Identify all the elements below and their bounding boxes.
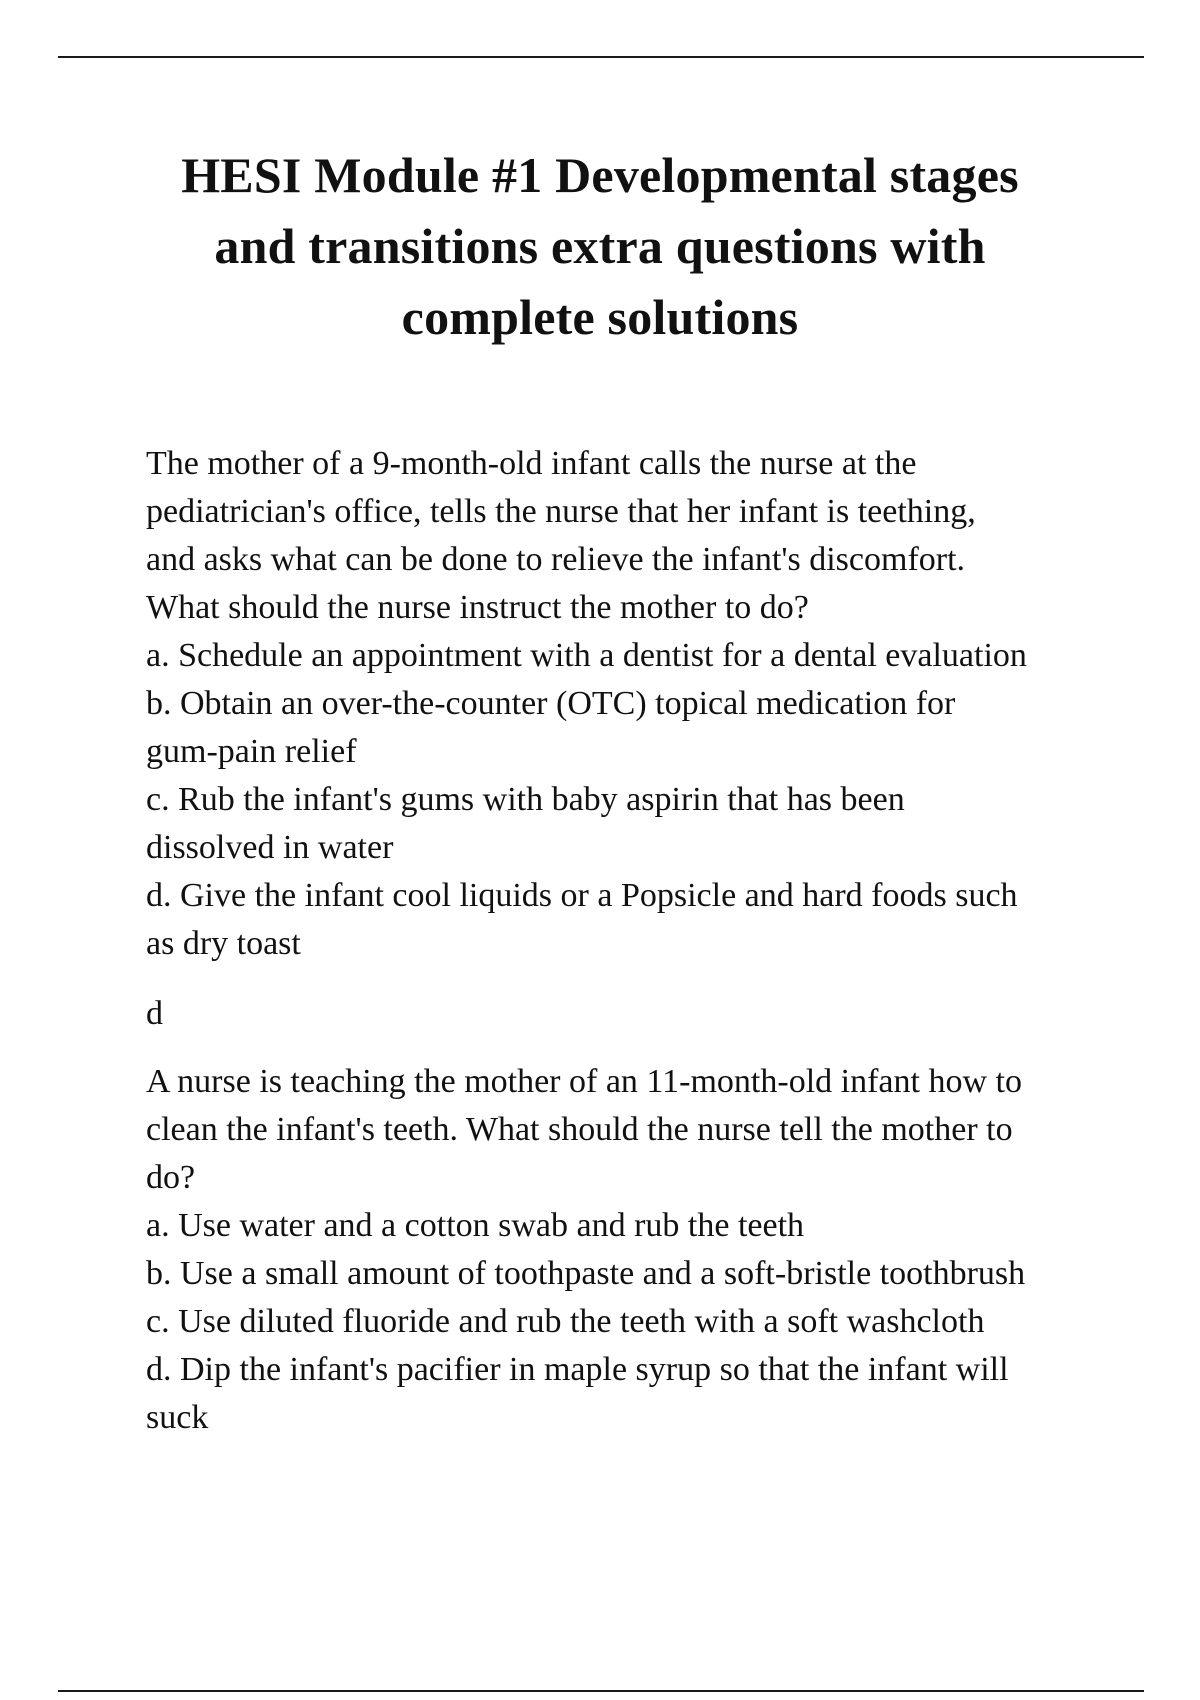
option-b: b. Obtain an over-the-counter (OTC) topical medication for: [146, 685, 956, 722]
option-b-continued: gum-pain relief: [146, 733, 357, 770]
question-1: [146, 440, 1146, 968]
option-a: a. Schedule an appointment with a dentist for a dental evaluation: [146, 637, 1027, 674]
option-a: a. Use water and a cotton swab and rub the teeth: [146, 1207, 805, 1244]
option-d: d. Dip the infant's pacifier in maple syrup so that the infant will: [146, 1351, 1009, 1388]
question-2-stem: [146, 1058, 1146, 1202]
title-line: HESI Module #1 Developmental stages: [181, 147, 1019, 203]
title-line: and transitions extra questions with: [214, 218, 986, 274]
stem-line: do?: [146, 1159, 196, 1196]
option-c-continued: dissolved in water: [146, 829, 394, 866]
stem-line: pediatrician's office, tells the nurse that her infant is teething,: [146, 493, 976, 530]
question-1-stem: [146, 440, 1146, 632]
title-line: complete solutions: [401, 289, 799, 345]
option-d-continued: suck: [146, 1399, 209, 1436]
question-1-answer: [146, 990, 1146, 1038]
stem-line: What should the nurse instruct the mother to do?: [146, 589, 809, 626]
question-2-options: [146, 1202, 1146, 1442]
stem-line: clean the infant's teeth. What should the nurse tell the mother to: [146, 1111, 1013, 1148]
answer-text: d: [146, 995, 163, 1032]
bottom-divider: [58, 1690, 1144, 1692]
question-2: [146, 1058, 1146, 1442]
document-title: [100, 140, 1100, 353]
stem-line: and asks what can be done to relieve the infant's discomfort.: [146, 541, 966, 578]
top-divider: [58, 56, 1144, 58]
option-d: d. Give the infant cool liquids or a Popsicle and hard foods such: [146, 877, 1018, 914]
option-d-continued: as dry toast: [146, 925, 301, 962]
option-c: c. Rub the infant's gums with baby aspirin that has been: [146, 781, 905, 818]
stem-line: A nurse is teaching the mother of an 11-month-old infant how to: [146, 1063, 1022, 1100]
question-1-options: [146, 632, 1146, 968]
stem-line: The mother of a 9-month-old infant calls the nurse at the: [146, 445, 917, 482]
option-b: b. Use a small amount of toothpaste and a soft-bristle toothbrush: [146, 1255, 1026, 1292]
option-c: c. Use diluted fluoride and rub the teeth with a soft washcloth: [146, 1303, 985, 1340]
